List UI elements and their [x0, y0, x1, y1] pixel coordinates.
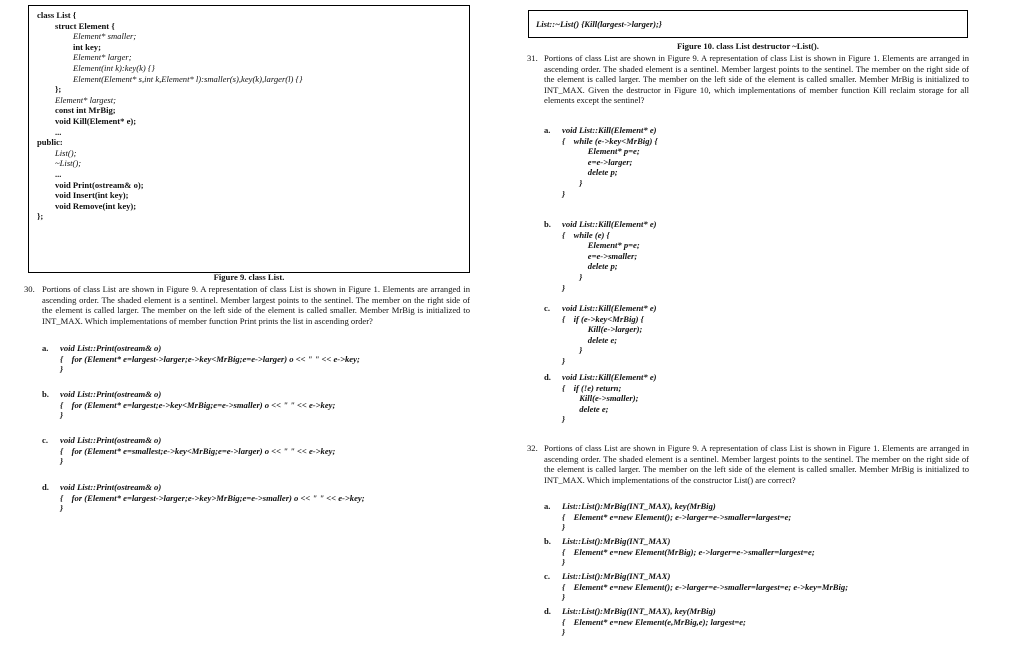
option-code-line: { for (Element* e=largest;e->key<MrBig;e=e->smaller) o << " " << e->key; [60, 399, 336, 410]
option-code-line: delete e; [562, 334, 618, 345]
option-label: b. [544, 219, 551, 229]
code-line: void Insert(int key); [55, 190, 129, 201]
answer-option [544, 303, 969, 367]
question-31 [527, 53, 969, 106]
option-code-line: { for (Element* e=smallest;e->key<MrBig;e=e->larger) o << " " << e->key; [60, 445, 336, 456]
option-code-line: } [562, 557, 565, 568]
answer-option [544, 571, 969, 603]
code-line: List(); [55, 147, 77, 158]
option-code-line: e=e->smaller; [562, 250, 638, 261]
answer-option [42, 343, 470, 375]
answer-option [544, 606, 969, 638]
code-line: void Remove(int key); [55, 200, 137, 211]
figure9-code [37, 10, 302, 222]
answer-option [42, 435, 470, 467]
option-code-line: } [562, 188, 565, 199]
option-code-line: e=e->larger; [562, 156, 633, 167]
option-code-line: void List::Kill(Element* e) [562, 372, 657, 382]
answer-option [42, 482, 470, 514]
figure10-code: List::~List() {Kill(largest->larger);} [536, 19, 662, 29]
answer-option [544, 372, 969, 425]
option-label: a. [544, 501, 551, 511]
option-code-line: Kill(e->larger); [562, 324, 643, 335]
answer-option [544, 219, 969, 293]
code-line: Element* largest; [55, 94, 117, 105]
option-code-line: { Element* e=new Element(MrBig); e->larger=e->smaller=largest=e; [562, 546, 815, 557]
option-code-line: void List::Kill(Element* e) [562, 219, 657, 229]
option-code-line: Kill(e->smaller); [562, 393, 639, 404]
code-line: const int MrBig; [55, 105, 116, 116]
option-code-line: { Element* e=new Element(); e->larger=e->smaller=largest=e; e->key=MrBig; [562, 581, 849, 592]
option-label: c. [42, 435, 48, 445]
figure9-box [28, 5, 470, 273]
option-label: c. [544, 571, 550, 581]
option-code-line: delete e; [562, 403, 609, 414]
option-code-line: List::List():MrBig(INT_MAX) [562, 536, 671, 546]
option-code-line: } [562, 355, 565, 366]
code-line: Element* larger; [73, 52, 132, 63]
option-label: b. [544, 536, 551, 546]
question-31-number: 31. [527, 53, 538, 63]
option-code-line: { while (e->key<MrBig) { [562, 135, 658, 146]
option-code-line: void List::Kill(Element* e) [562, 303, 657, 313]
option-code-line: { for (Element* e=largest->larger;e->key<MrBig;e=e->larger) o << " " << e->key; [60, 353, 360, 364]
code-line: Element* smaller; [73, 31, 137, 42]
code-line: ... [55, 126, 62, 137]
question-30-number: 30. [24, 284, 35, 294]
option-code-line: { Element* e=new Element(e,MrBig,e); largest=e; [562, 616, 746, 627]
answer-option [544, 536, 969, 568]
code-line: Element(Element* s,int k,Element* l):smaller(s),key(k),larger(l) {} [73, 73, 303, 84]
code-line: ... [55, 168, 62, 179]
option-code-line: Element* p=e; [562, 146, 640, 157]
figure9-caption: Figure 9. class List. [213, 272, 285, 282]
option-code-line: void List::Print(ostream& o) [60, 482, 162, 492]
option-code-line: } [562, 592, 565, 603]
option-code-line: delete p; [562, 261, 618, 272]
answer-option [42, 389, 470, 421]
question-32-number: 32. [527, 443, 538, 453]
answer-option [544, 125, 969, 199]
option-code-line: } [60, 410, 63, 421]
option-code-line: { for (Element* e=largest->larger;e->key>MrBig;e=e->smaller) o << " " << e->key; [60, 492, 365, 503]
option-code-line: delete p; [562, 167, 618, 178]
code-line: public: [37, 137, 63, 148]
option-label: c. [544, 303, 550, 313]
option-code-line: { if (e->key<MrBig) { [562, 313, 644, 324]
code-line: }; [55, 84, 62, 95]
option-code-line: { if (!e) return; [562, 382, 622, 393]
question-31-text: Portions of class List are shown in Figure 9. A representation of class List is shown in Figure 1. Elements are arranged in ascending order. The shaded element is a sentinel. Member largest points to the sentinel. The member on the right side of the element is called larger. The member on the left side of the element is called smaller. Member MrBig is initialized to INT_MAX. Given the destructor in Figure 10, which implementations of member function Kill reclaim storage for all elements except the sentinel? [544, 53, 969, 106]
option-code-line: } [562, 345, 583, 356]
option-code-line: { Element* e=new Element(); e->larger=e->smaller=largest=e; [562, 511, 792, 522]
option-label: d. [544, 372, 551, 382]
option-code-line: } [60, 364, 63, 375]
option-code-line: void List::Kill(Element* e) [562, 125, 657, 135]
option-code-line: List::List():MrBig(INT_MAX) [562, 571, 671, 581]
option-code-line: } [60, 456, 63, 467]
option-label: a. [42, 343, 49, 353]
question-32 [527, 443, 969, 485]
question-30 [24, 284, 470, 326]
question-30-text: Portions of class List are shown in Figure 9. A representation of class List is shown in Figure 1. Elements are arranged in ascending order. The shaded element is a sentinel. Member largest points to the sentinel. The member on the right side of the element is called larger. The member on the left side of the element is called smaller. Member MrBig is initialized to INT_MAX. Which implementations of member function Print prints the list in ascending order? [42, 284, 470, 326]
option-label: d. [544, 606, 551, 616]
code-line: Element(int k):key(k) {} [73, 62, 155, 73]
figure10-caption: Figure 10. class List destructor ~List(). [677, 41, 819, 51]
option-code-line: void List::Print(ostream& o) [60, 343, 162, 353]
option-code-line: } [562, 627, 565, 638]
code-line: void Print(ostream& o); [55, 179, 144, 190]
option-label: d. [42, 482, 49, 492]
option-code-line: void List::Print(ostream& o) [60, 389, 162, 399]
code-line: void Kill(Element* e); [55, 115, 137, 126]
option-code-line: } [562, 414, 565, 425]
option-code-line: void List::Print(ostream& o) [60, 435, 162, 445]
option-code-line: List::List():MrBig(INT_MAX), key(MrBig) [562, 606, 716, 616]
answer-option [544, 501, 969, 533]
code-line: ~List(); [55, 158, 82, 169]
figure10-box [528, 10, 968, 38]
option-code-line: List::List():MrBig(INT_MAX), key(MrBig) [562, 501, 716, 511]
option-code-line: Element* p=e; [562, 240, 640, 251]
question-32-text: Portions of class List are shown in Figure 9. A representation of class List is shown in Figure 1. Elements are arranged in ascending order. The shaded element is a sentinel. Member largest points to the sentinel. The member on the right side of the element is called larger. The member on the left side of the element is called smaller. Member MrBig is initialized to INT_MAX. Which implementations of the constructor List() are correct? [544, 443, 969, 485]
option-code-line: } [562, 522, 565, 533]
option-code-line: } [562, 271, 583, 282]
option-code-line: } [60, 503, 63, 514]
option-code-line: } [562, 177, 583, 188]
option-label: b. [42, 389, 49, 399]
code-line: int key; [73, 41, 101, 52]
code-line: struct Element { [55, 20, 115, 31]
option-code-line: } [562, 282, 565, 293]
option-label: a. [544, 125, 551, 135]
code-line: }; [37, 211, 44, 222]
option-code-line: { while (e) { [562, 229, 610, 240]
code-line: class List { [37, 10, 77, 20]
